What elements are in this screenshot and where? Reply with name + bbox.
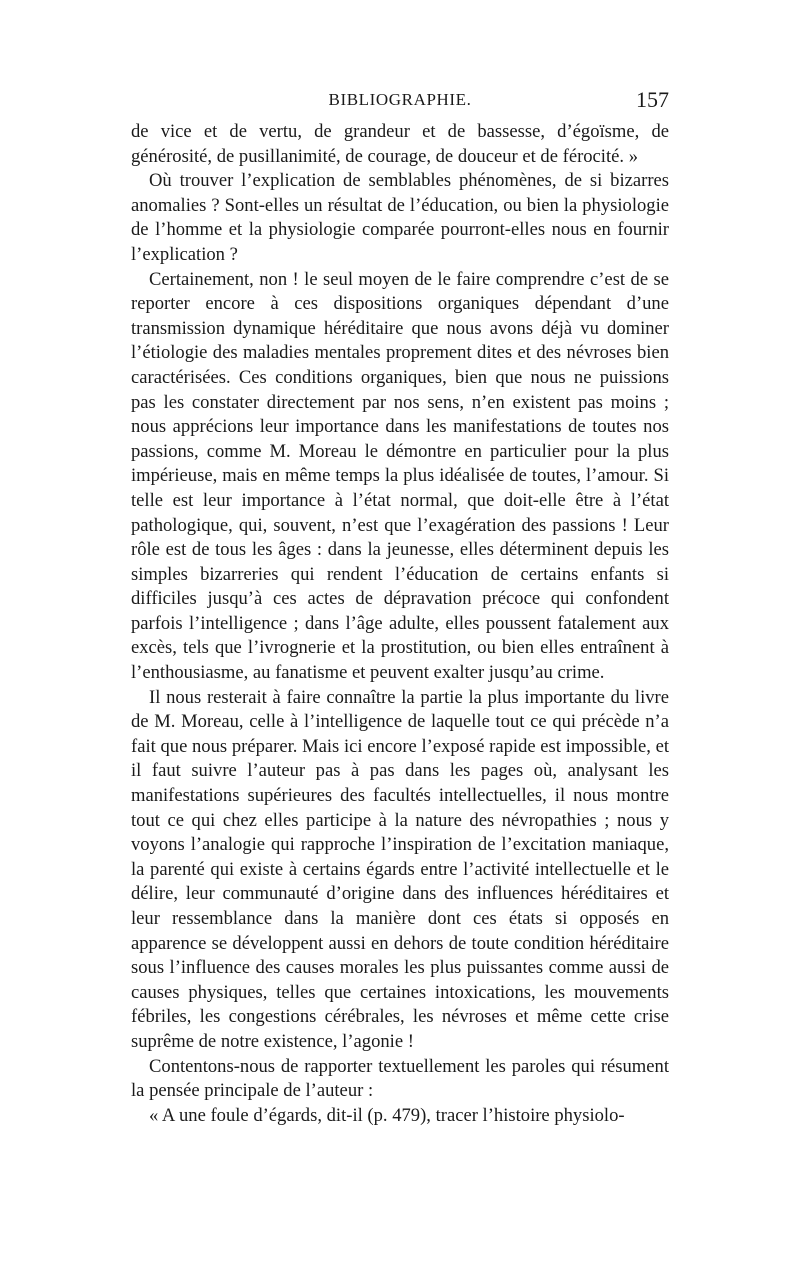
paragraph-6-quote: « A une foule d’égards, dit-il (p. 479), tracer l’histoire physiolo- bbox=[149, 1104, 625, 1126]
running-title: BIBLIOGRAPHIE. bbox=[328, 90, 472, 109]
page-number: 157 bbox=[636, 87, 669, 112]
paragraph-1: de vice et de vertu, de grandeur et de bassesse, d’égoïsme, de générosité, de pusillanimité, de courage, de douceur et de férocité. » bbox=[131, 121, 669, 167]
body-text bbox=[131, 120, 669, 1128]
paragraph-2: Où trouver l’explication de semblables phénomènes, de si bizarres anomalies ? Sont-elles un résultat de l’éducation, ou bien la physiologie de l’homme et la physiologie comparée pourront-elles nous en fournir l’explication ? bbox=[131, 170, 669, 265]
paragraph-4: Il nous resterait à faire connaître la partie la plus importante du livre de M. Moreau, celle à l’intelligence de laquelle tout ce qui précède n’a fait que nous préparer. Mais ici encore l’exposé rapide est impossible, et il faut suivre l’auteur pas à pas dans les pages où, analysant les manifestations supérieures des facultés intellectuelles, il nous montre tout ce qui chez elles participe à la nature des névropathies ; nous y voyons l’analogie qui rapproche l’inspiration de l’excitation maniaque, la parenté qui existe à certains égards entre l’activité intellectuelle et le délire, leur communauté d’origine dans des influences héréditaires et leur ressemblance dans la manière dont ces états si opposés en apparence se développent aussi en dehors de toute condition héréditaire sous l’influence des causes morales les plus puissantes comme aussi de causes physiques, telles que certaines intoxications, les mouvements fébriles, les congestions cérébrales, les névroses et même cette crise suprême de notre existence, l’agonie ! bbox=[131, 686, 669, 1052]
paragraph-3: Certainement, non ! le seul moyen de le faire comprendre c’est de se reporter encore à ces dispositions organiques dépendant d’une transmission dynamique héréditaire que nous avons déjà vu dominer l’étiologie des maladies mentales proprement dites et des névroses bien caractérisées. Ces conditions organiques, bien que nous ne puissions pas les constater directement par nos sens, n’en existent pas moins ; nous apprécions leur importance dans les manifestations de toutes nos passions, comme M. Moreau le démontre en particulier pour la plus impérieuse, mais en même temps la plus idéalisée de toutes, l’amour. Si telle est leur importance à l’état normal, que doit-elle être à l’état pathologique, qui, souvent, n’est que l’exagération des passions ! Leur rôle est de tous les âges : dans la jeunesse, elles déterminent depuis les simples bizarreries qui rendent l’éducation de certains enfants si difficiles jusqu’à ces actes de dépravation précoce qui confondent parfois l’intelligence ; dans l’âge adulte, elles poussent fatalement aux excès, tels que l’ivrognerie et la prostitution, ou bien elles entraînent à l’enthousiasme, au fanatisme et peuvent exalter jusqu’au crime. bbox=[131, 268, 669, 684]
paragraph-5: Contentons-nous de rapporter textuellement les paroles qui résument la pensée principale de l’auteur : bbox=[131, 1055, 669, 1102]
running-head bbox=[131, 87, 669, 120]
book-page bbox=[131, 87, 669, 1128]
